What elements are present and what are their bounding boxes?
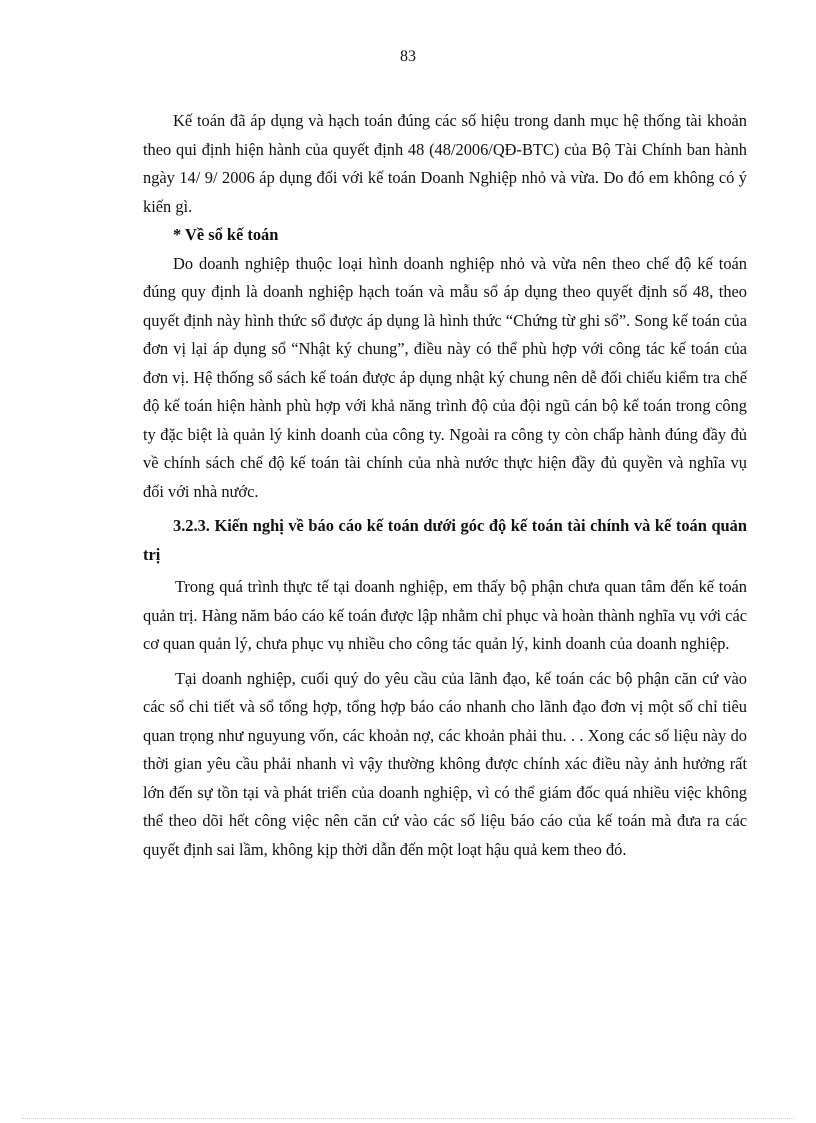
paragraph-accounting-system: Kế toán đã áp dụng và hạch toán đúng các số hiệu trong danh mục hệ thống tài khoản theo qui định hiện hành của quyết định 48 (48/2006/QĐ-BTC) của Bộ Tài Chính ban hành ngày 14/ 9/ 2006 áp dụng đối với kế toán Doanh Nghiệp nhỏ và vừa. Do đó em không có ý kiến gì. bbox=[143, 111, 747, 216]
page-bottom-divider bbox=[22, 1118, 794, 1119]
page-number: 83 bbox=[400, 48, 416, 65]
paragraph-management-accounting: Trong quá trình thực tế tại doanh nghiệp, em thấy bộ phận chưa quan tâm đến kế toán quản trị. Hàng năm báo cáo kế toán được lập nhằm chỉ phục và hoàn thành nghĩa vụ với các cơ quan quản lý, chưa phục vụ nhiều cho công tác quản lý, kinh doanh của doanh nghiệp. bbox=[143, 577, 747, 653]
paragraph-quarterly-reports: Tại doanh nghiệp, cuối quý do yêu cầu của lãnh đạo, kế toán các bộ phận căn cứ vào các sổ chi tiết và sổ tổng hợp, tổng hợp báo cáo nhanh cho lãnh đạo đơn vị một số chỉ tiêu quan trọng như nguyung vốn, các khoản nợ, các khoản phải thu. . . Xong các số liệu này do thời gian yêu cầu phải nhanh vì vậy thường không được chính xác điều này ảnh hưởng rất lớn đến sự tồn tại và phát triển của doanh nghiệp, vì có thể giám đốc quá nhiều việc không thể theo dõi hết công việc nên căn cứ vào các số liệu báo cáo của kế toán mà đưa ra các quyết định sai lầm, không kịp thời dẫn đến một loạt hậu quả kem theo đó. bbox=[143, 668, 747, 859]
paragraph-accounting-books: Do doanh nghiệp thuộc loại hình doanh nghiệp nhỏ và vừa nên theo chế độ kế toán đúng quy định là doanh nghiệp hạch toán và mẫu sổ áp dụng theo quyết định số 48, theo quyết định này hình thức sổ được áp dụng là hình thức “Chứng từ ghi sổ”. Song kế toán của đơn vị lại áp dụng sổ “Nhật ký chung”, điều này có thể phù hợp với công tác kế toán của đơn vị. Hệ thống sổ sách kế toán được áp dụng nhật ký chung nên dễ đối chiếu kiểm tra chế độ kế toán hiện hành phù hợp với khả năng trình độ của đội ngũ cán bộ kế toán trong công ty đặc biệt là quản lý kinh doanh của công ty. Ngoài ra công ty còn chấp hành đúng đầy đủ về chính sách chế độ kế toán tài chính của nhà nước thực hiện đầy đủ quyền và nghĩa vụ đối với nhà nước. bbox=[143, 253, 747, 501]
heading-ve-so-ke-toan: * Về sổ kế toán bbox=[173, 225, 279, 244]
heading-section-3-2-3: 3.2.3. Kiến nghị về báo cáo kế toán dưới góc độ kế toán tài chính và kế toán quản trị bbox=[143, 516, 747, 564]
document-body bbox=[143, 107, 747, 864]
